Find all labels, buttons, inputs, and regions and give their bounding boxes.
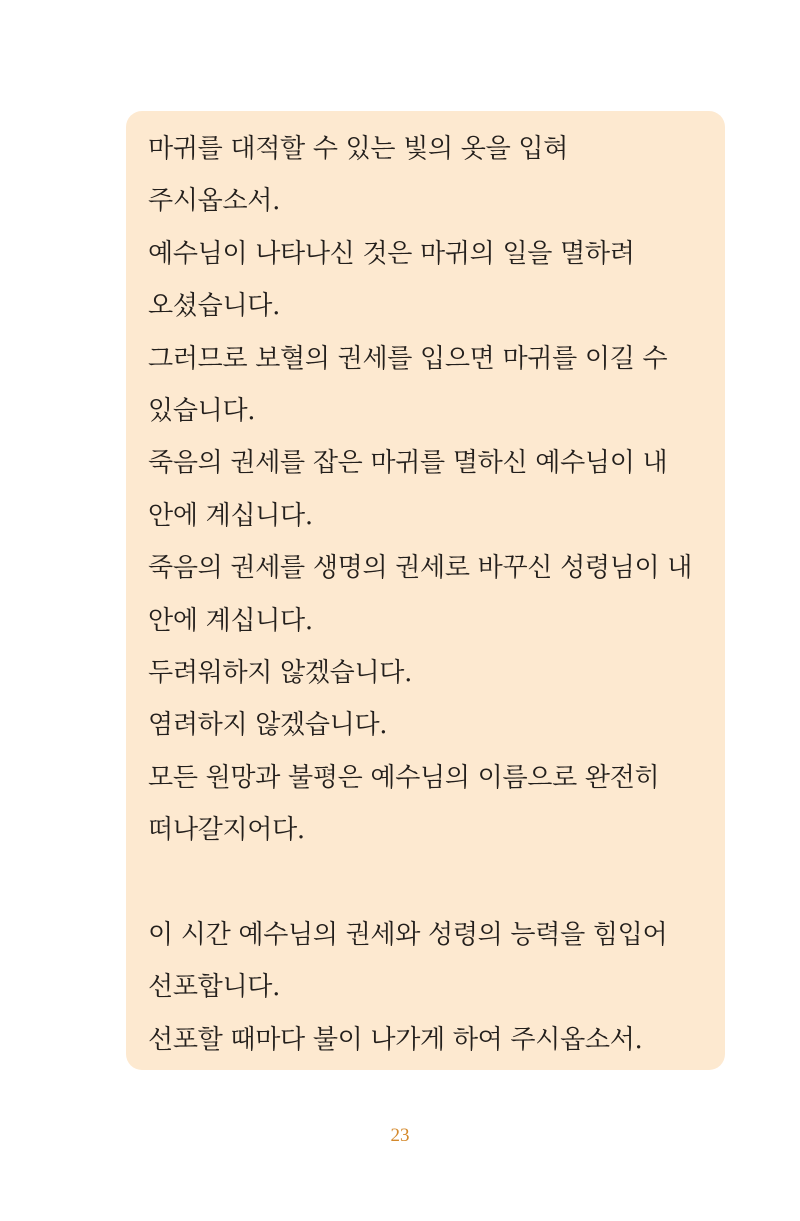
prayer-line: 두려워하지 않겠습니다. xyxy=(148,657,413,688)
prayer-line: 오셨습니다. xyxy=(148,291,281,322)
paragraph-spacer xyxy=(148,856,715,908)
prayer-line: 있습니다. xyxy=(148,395,256,426)
prayer-line: 이 시간 예수님의 권세와 성령의 능력을 힘입어 xyxy=(148,919,668,950)
page-number: 23 xyxy=(390,1125,410,1146)
prayer-line: 안에 계십니다. xyxy=(148,500,313,531)
prayer-line: 염려하지 않겠습니다. xyxy=(148,710,388,741)
prayer-line: 떠나갈지어다. xyxy=(148,815,305,846)
prayer-line: 선포합니다. xyxy=(148,972,281,1003)
prayer-line: 죽음의 권세를 잡은 마귀를 멸하신 예수님이 내 xyxy=(148,448,668,479)
prayer-text-box xyxy=(126,111,725,1070)
prayer-line: 주시옵소서. xyxy=(148,186,281,217)
prayer-line: 선포할 때마다 불이 나가게 하여 주시옵소서. xyxy=(148,1024,643,1055)
prayer-line: 그러므로 보혈의 권세를 입으면 마귀를 이길 수 xyxy=(148,343,668,374)
prayer-line: 안에 계십니다. xyxy=(148,605,313,636)
prayer-line: 모든 원망과 불평은 예수님의 이름으로 완전히 xyxy=(148,762,660,793)
prayer-line: 죽음의 권세를 생명의 권세로 바꾸신 성령님이 내 xyxy=(148,553,693,584)
prayer-line: 마귀를 대적할 수 있는 빛의 옷을 입혀 xyxy=(148,134,569,164)
prayer-line: 예수님이 나타나신 것은 마귀의 일을 멸하려 xyxy=(148,238,635,269)
